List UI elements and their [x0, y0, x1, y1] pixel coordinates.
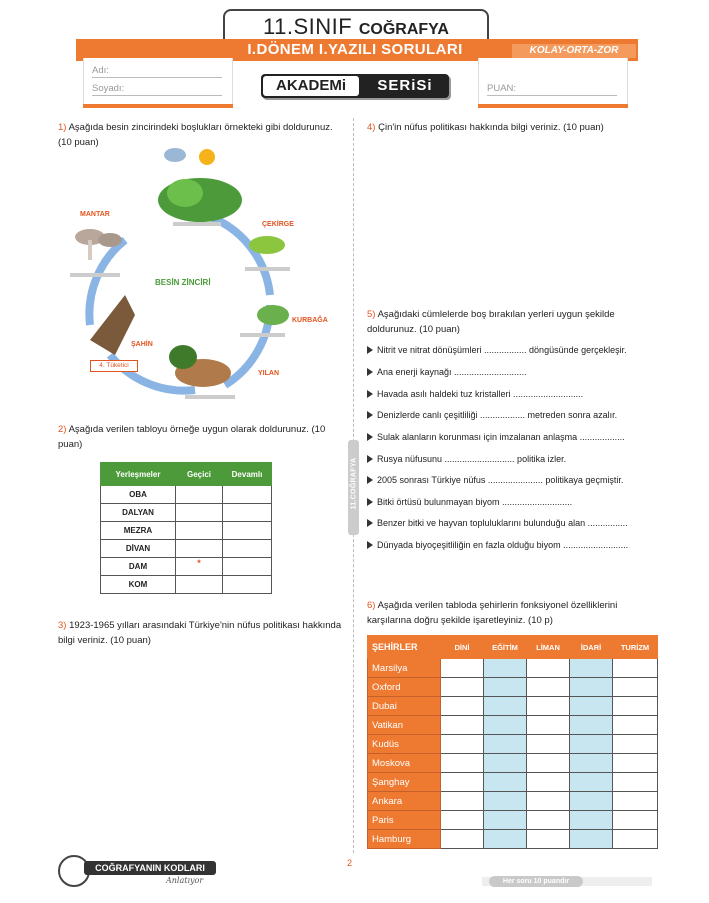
check-cell[interactable]	[484, 697, 527, 716]
answer-cell[interactable]	[223, 576, 272, 594]
score-field[interactable]	[487, 95, 617, 96]
fill-item: 2005 sonrası Türkiye nüfus ...................... politikaya geçmiştir.	[367, 475, 623, 485]
answer-cell[interactable]	[176, 576, 223, 594]
check-cell[interactable]	[484, 773, 527, 792]
question-5	[367, 307, 655, 337]
hawk-icon	[90, 295, 135, 355]
page-title-box	[223, 9, 489, 43]
question-4	[367, 120, 655, 135]
check-cell[interactable]	[441, 754, 484, 773]
cloud-icon	[164, 148, 186, 162]
fill-item: Benzer bitki ve hayvan topluluklarını bulunduğu alan ................	[367, 518, 628, 528]
check-cell[interactable]	[441, 773, 484, 792]
arrow-icon	[367, 411, 373, 419]
city-name: Oxford	[368, 678, 441, 697]
question-3-number: 3)	[58, 620, 67, 631]
check-cell[interactable]	[570, 716, 613, 735]
check-cell[interactable]	[570, 659, 613, 678]
check-cell[interactable]	[570, 754, 613, 773]
question-3-text: 1923-1965 yılları arasındaki Türkiye'nin nüfus politikası hakkında bilgi veriniz. (10 puan)	[58, 620, 342, 646]
page-number: 2	[347, 858, 353, 868]
difficulty-badge: KOLAY-ORTA-ZOR	[512, 44, 636, 58]
fill-item: Sulak alanların korunması için imzalanan anlaşma ..................	[367, 432, 625, 442]
label-cekirge: ÇEKİRGE	[262, 221, 294, 228]
surname-label: Soyadı:	[92, 83, 125, 94]
fill-item: Nitrit ve nitrat dönüşümleri ................. döngüsünde gerçekleşir.	[367, 345, 627, 355]
brand-subtitle: Anlatıyor	[166, 876, 204, 885]
question-6	[367, 598, 655, 628]
grasshopper-icon	[249, 236, 285, 254]
check-cell[interactable]	[527, 773, 570, 792]
arrow-icon	[367, 541, 373, 549]
brand-logo	[58, 853, 218, 887]
answer-cell[interactable]	[223, 558, 272, 576]
check-cell[interactable]	[570, 697, 613, 716]
arrow-icon	[367, 519, 373, 527]
check-cell[interactable]	[613, 697, 658, 716]
admin-header: İDARİ	[570, 636, 613, 659]
arrow-icon	[367, 476, 373, 484]
question-4-number: 4)	[367, 122, 376, 133]
city-name: Paris	[368, 811, 441, 830]
cities-header: ŞEHİRLER	[368, 636, 441, 659]
check-cell[interactable]	[570, 792, 613, 811]
question-5-number: 5)	[367, 309, 376, 320]
footer-note: Her soru 10 puandır	[489, 876, 583, 887]
question-2-number: 2)	[58, 424, 67, 435]
arrow-icon	[367, 433, 373, 441]
check-cell[interactable]	[484, 659, 527, 678]
question-3	[58, 618, 343, 648]
answer-cell[interactable]	[223, 522, 272, 540]
cycle-arrow-1	[205, 215, 270, 295]
check-cell[interactable]	[570, 735, 613, 754]
city-name: Vatikan	[368, 716, 441, 735]
question-1-number: 1)	[58, 122, 67, 133]
arrow-icon	[367, 368, 373, 376]
question-6-number: 6)	[367, 600, 376, 611]
check-cell[interactable]	[613, 792, 658, 811]
tourism-header: TURİZM	[613, 636, 658, 659]
fill-item: Dünyada biyoçeşitliliğin en fazla olduğu biyom ..........................	[367, 540, 628, 550]
answer-cell[interactable]	[223, 504, 272, 522]
label-mantar: MANTAR	[80, 211, 110, 218]
check-cell[interactable]	[613, 811, 658, 830]
question-2-text: Aşağıda verilen tabloyu örneğe uygun olarak doldurunuz. (10 puan)	[58, 424, 326, 450]
surname-field[interactable]	[92, 95, 222, 96]
city-name: Şanghay	[368, 773, 441, 792]
check-cell[interactable]	[613, 659, 658, 678]
check-cell[interactable]	[484, 792, 527, 811]
card-accent-right	[478, 104, 628, 108]
port-header: LİMAN	[527, 636, 570, 659]
check-cell[interactable]	[527, 735, 570, 754]
arrow-icon	[367, 498, 373, 506]
check-cell[interactable]	[441, 697, 484, 716]
check-cell[interactable]	[527, 792, 570, 811]
arrow-icon	[367, 455, 373, 463]
question-4-text: Çin'in nüfus politikası hakkında bilgi veriniz. (10 puan)	[378, 122, 604, 133]
check-cell[interactable]	[527, 697, 570, 716]
side-tab-label: 11.COĞRAFYA	[350, 457, 358, 510]
city-name: Ankara	[368, 792, 441, 811]
check-cell[interactable]	[613, 678, 658, 697]
student-info-card	[83, 58, 233, 107]
settlement-table	[100, 462, 272, 594]
answer-cell[interactable]	[176, 540, 223, 558]
frog-icon	[257, 305, 289, 325]
settlement-name: DALYAN	[101, 504, 176, 522]
city-name: Moskova	[368, 754, 441, 773]
check-cell[interactable]	[441, 830, 484, 849]
fill-item: Rusya nüfusunu ............................ politika izler.	[367, 454, 566, 464]
settlement-name: DAM	[101, 558, 176, 576]
check-cell[interactable]	[441, 716, 484, 735]
check-cell[interactable]	[441, 735, 484, 754]
name-label: Adı:	[92, 65, 109, 76]
exam-subtitle: I.DÖNEM I.YAZILI SORULARI	[247, 41, 463, 58]
answer-cell[interactable]	[223, 486, 272, 504]
permanent-header: Devamlı	[223, 463, 272, 486]
example-mark: *	[197, 558, 201, 568]
check-cell[interactable]	[570, 678, 613, 697]
score-label: PUAN:	[487, 83, 517, 94]
check-cell[interactable]	[484, 754, 527, 773]
city-name: Marsilya	[368, 659, 441, 678]
check-cell[interactable]	[441, 811, 484, 830]
answer-cell[interactable]	[176, 486, 223, 504]
label-yilan: YILAN	[258, 370, 279, 377]
label-tuketici: 4. Tüketici	[90, 360, 138, 372]
education-header: EĞİTİM	[484, 636, 527, 659]
side-tab	[348, 440, 359, 535]
check-cell[interactable]	[613, 735, 658, 754]
settlement-header: Yerleşmeler	[101, 463, 176, 486]
check-cell[interactable]	[484, 811, 527, 830]
brand-name: COĞRAFYANIN KODLARI	[84, 861, 216, 875]
check-cell[interactable]	[527, 716, 570, 735]
check-cell[interactable]	[613, 754, 658, 773]
arrow-icon	[367, 346, 373, 354]
question-5-text: Aşağıdaki cümlelerde boş bırakılan yerleri uygun şekilde doldurunuz. (10 puan)	[367, 309, 615, 335]
chain-center-label: BESİN ZİNCİRİ	[155, 278, 211, 287]
check-cell[interactable]	[484, 678, 527, 697]
city-name: Dubai	[368, 697, 441, 716]
city-function-table	[367, 635, 658, 849]
fill-item: Bitki örtüsü bulunmayan biyom ............................	[367, 497, 572, 507]
question-1-text: Aşağıda besin zincirindeki boşlukları örnekteki gibi doldurunuz. (10 puan)	[58, 122, 333, 148]
temporary-header: Geçici	[176, 463, 223, 486]
card-accent-left	[83, 104, 233, 108]
check-cell[interactable]	[441, 678, 484, 697]
religious-header: DİNİ	[441, 636, 484, 659]
check-cell[interactable]	[613, 830, 658, 849]
check-cell[interactable]	[570, 811, 613, 830]
answer-cell[interactable]	[176, 522, 223, 540]
check-cell[interactable]	[613, 773, 658, 792]
check-cell[interactable]	[441, 659, 484, 678]
page-title-bold: COĞRAFYA	[358, 21, 449, 38]
settlement-name: KOM	[101, 576, 176, 594]
label-sahin: ŞAHİN	[131, 341, 153, 348]
fill-item: Havada asılı haldeki tuz kristalleri ............................	[367, 389, 583, 399]
city-name: Kudüs	[368, 735, 441, 754]
answer-cell[interactable]	[176, 504, 223, 522]
check-cell[interactable]	[527, 659, 570, 678]
label-kurbaga: KURBAĞA	[292, 317, 328, 324]
name-field[interactable]	[92, 77, 222, 78]
check-cell[interactable]	[484, 735, 527, 754]
city-name: Hamburg	[368, 830, 441, 849]
answer-cell[interactable]	[223, 540, 272, 558]
check-cell[interactable]	[527, 754, 570, 773]
fill-item: Ana enerji kaynağı .............................	[367, 367, 527, 377]
series-badge-right: SERiSi	[377, 77, 433, 94]
settlement-name: OBA	[101, 486, 176, 504]
check-cell[interactable]	[527, 811, 570, 830]
check-cell[interactable]	[570, 773, 613, 792]
settlement-name: DİVAN	[101, 540, 176, 558]
check-cell[interactable]	[484, 830, 527, 849]
sun-icon	[199, 149, 215, 165]
check-cell[interactable]	[441, 792, 484, 811]
question-2	[58, 422, 343, 452]
arrow-icon	[367, 390, 373, 398]
check-cell[interactable]	[527, 830, 570, 849]
question-6-text: Aşağıda verilen tabloda şehirlerin fonksiyonel özelliklerini karşılarına doğru şekilde işaretleyiniz. (10 p)	[367, 600, 618, 626]
answer-cell[interactable]	[176, 558, 223, 576]
series-badge-left: AKADEMi	[263, 76, 359, 96]
page-title-prefix: 11.SINIF	[263, 14, 359, 39]
check-cell[interactable]	[613, 716, 658, 735]
check-cell[interactable]	[527, 678, 570, 697]
check-cell[interactable]	[484, 716, 527, 735]
settlement-name: MEZRA	[101, 522, 176, 540]
fill-item: Denizlerde canlı çeşitliliği .................. metreden sonra azalır.	[367, 410, 617, 420]
score-card	[478, 58, 628, 107]
check-cell[interactable]	[570, 830, 613, 849]
